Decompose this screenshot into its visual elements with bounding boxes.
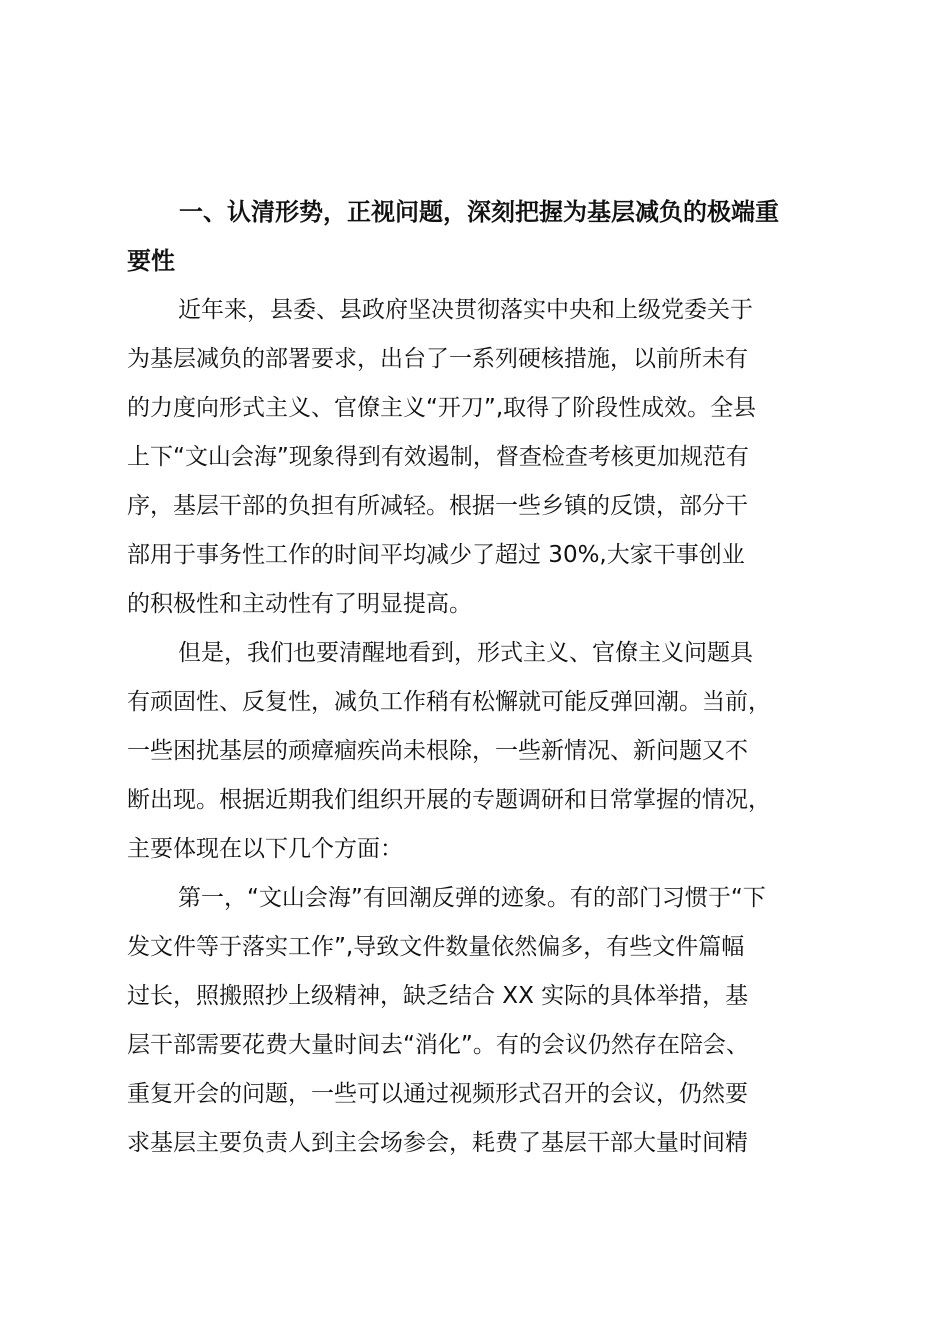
heading-line: 一、认清形势，正视问题，深刻把握为基层减负的极端重 (179, 198, 779, 226)
paragraph-line: 一些困扰基层的顽瘴痼疾尚未根除，一些新情况、新问题又不 (127, 738, 748, 764)
paragraph-first-point (127, 874, 847, 1168)
heading-line: 要性 (127, 247, 175, 275)
paragraph-progress (127, 286, 847, 629)
paragraph-line: 第一，“文山会海”有回潮反弹的迹象。有的部门习惯于“下 (178, 885, 766, 911)
paragraph-problems (127, 629, 847, 874)
paragraph-line: 为基层减负的部署要求，出台了一系列硬核措施，以前所未有 (127, 346, 748, 372)
paragraph-line: 有顽固性、反复性，减负工作稍有松懈就可能反弹回潮。当前， (127, 689, 771, 715)
paragraph-line: 主要体现在以下几个方面： (127, 836, 403, 862)
paragraph-line: 但是，我们也要清醒地看到，形式主义、官僚主义问题具 (178, 640, 753, 666)
paragraph-line: 的力度向形式主义、官僚主义“开刀”,取得了阶段性成效。全县 (127, 395, 757, 421)
paragraph-line: 过长，照搬照抄上级精神，缺乏结合 XX 实际的具体举措，基 (127, 983, 749, 1009)
paragraph-line: 发文件等于落实工作”,导致文件数量依然偏多，有些文件篇幅 (127, 934, 745, 960)
paragraph-line: 部用于事务性工作的时间平均减少了超过 30%,大家干事创业 (127, 542, 745, 568)
paragraph-line: 上下“文山会海”现象得到有效遏制，督查检查考核更加规范有 (127, 444, 749, 470)
paragraph-line: 序，基层干部的负担有所减轻。根据一些乡镇的反馈，部分干 (127, 493, 748, 519)
section-heading (127, 188, 847, 286)
paragraph-line: 断出现。根据近期我们组织开展的专题调研和日常掌握的情况， (127, 787, 771, 813)
paragraph-line: 近年来，县委、县政府坚决贯彻落实中央和上级党委关于 (178, 297, 753, 323)
paragraph-line: 求基层主要负责人到主会场参会，耗费了基层干部大量时间精 (127, 1130, 748, 1156)
document-page (127, 188, 847, 1168)
paragraph-line: 的积极性和主动性有了明显提高。 (127, 591, 472, 617)
paragraph-line: 重复开会的问题，一些可以通过视频形式召开的会议，仍然要 (127, 1081, 748, 1107)
paragraph-line: 层干部需要花费大量时间去“消化”。有的会议仍然存在陪会、 (127, 1032, 749, 1058)
